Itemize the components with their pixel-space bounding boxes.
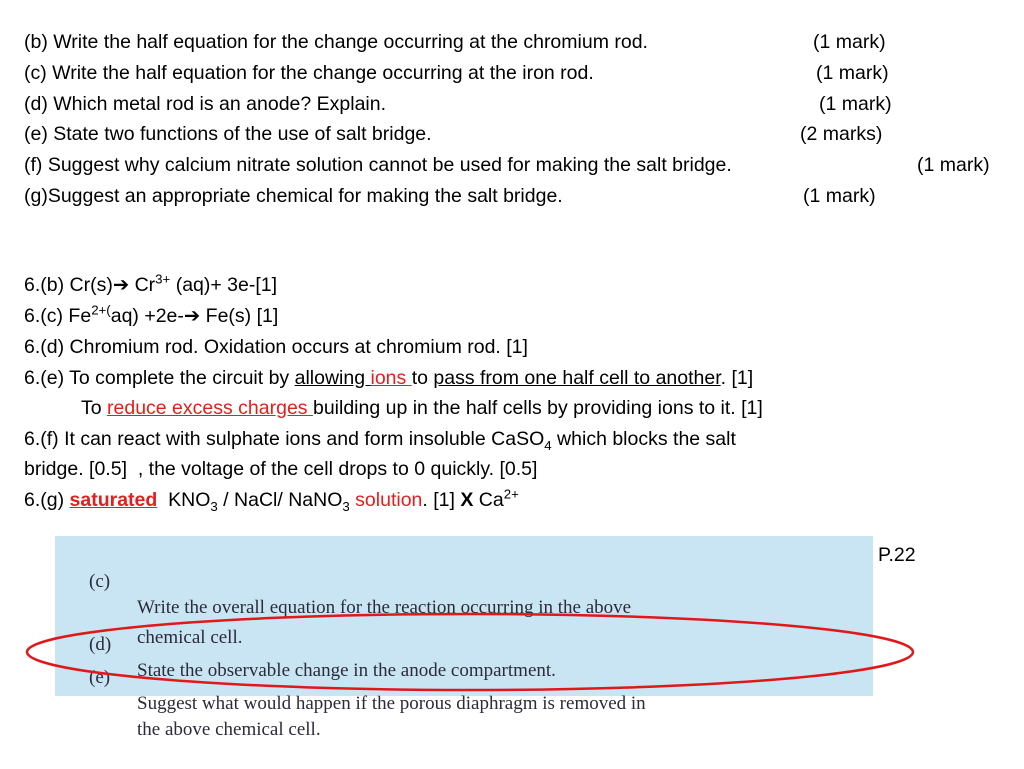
answer-f-line1: 6.(f) It can react with sulphate ions and form insoluble CaSO$_4$ which blocks the salt [24,428,736,453]
question-d: (d) Which metal rod is an anode? Explain. (1 mark) [24,93,892,115]
arrow-icon: ➔ [112,274,130,296]
page-reference: P.22 [878,544,916,566]
answer-e-line2: To reduce excess charges building up in the half cells by providing ions to it. [1] [81,397,763,419]
question-e: (e) State two functions of the use of salt bridge. (2 marks) [24,123,883,145]
excerpt-row: (d) State the observable change in the anode compartment. [89,634,556,681]
question-c: (c) Write the half equation for the change occurring at the iron rod. (1 mark) [24,62,889,84]
answer-g: 6.(g) saturated $KNO_3$ / NaCl/ NaNO$_3$ solution. [1] X $Ca^{2+}$ [24,486,519,514]
excerpt-row: chemical cell. [137,627,243,648]
highlight-oval [24,610,916,694]
answer-b: 6.(b) Cr(s)➔ $Cr^{3+}$ (aq)+ 3e-[1] [24,271,278,296]
answer-e-line1: 6.(e) To complete the circuit by allowing ions to pass from one half cell to another. [1] [24,367,754,389]
answer-d: 6.(d) Chromium rod. Oxidation occurs at chromium rod. [1] [24,336,528,358]
question-b: (b) Write the half equation for the change occurring at the chromium rod. (1 mark) [24,31,886,53]
answer-c: 6.(c) $Fe^{2+(}aq$) +2e-➔ Fe(s) [1] [24,302,279,327]
cross-mark: X [460,489,474,511]
question-f: (f) Suggest why calcium nitrate solution cannot be used for making the salt bridge. (1 mark) [24,154,990,176]
arrow-icon: ➔ [183,305,201,327]
answer-f-line2: bridge. [0.5] , the voltage of the cell drops to 0 quickly. [0.5] [24,458,538,480]
excerpt-row: (c) Write the overall equation for the reaction occurring in the above [89,571,632,618]
question-g: (g)Suggest an appropriate chemical for making the salt bridge. (1 mark) [24,185,876,207]
excerpt-row: (e) Suggest what would happen if the porous diaphragm is removed in [89,667,646,714]
excerpt-row: the above chemical cell. [137,719,321,740]
